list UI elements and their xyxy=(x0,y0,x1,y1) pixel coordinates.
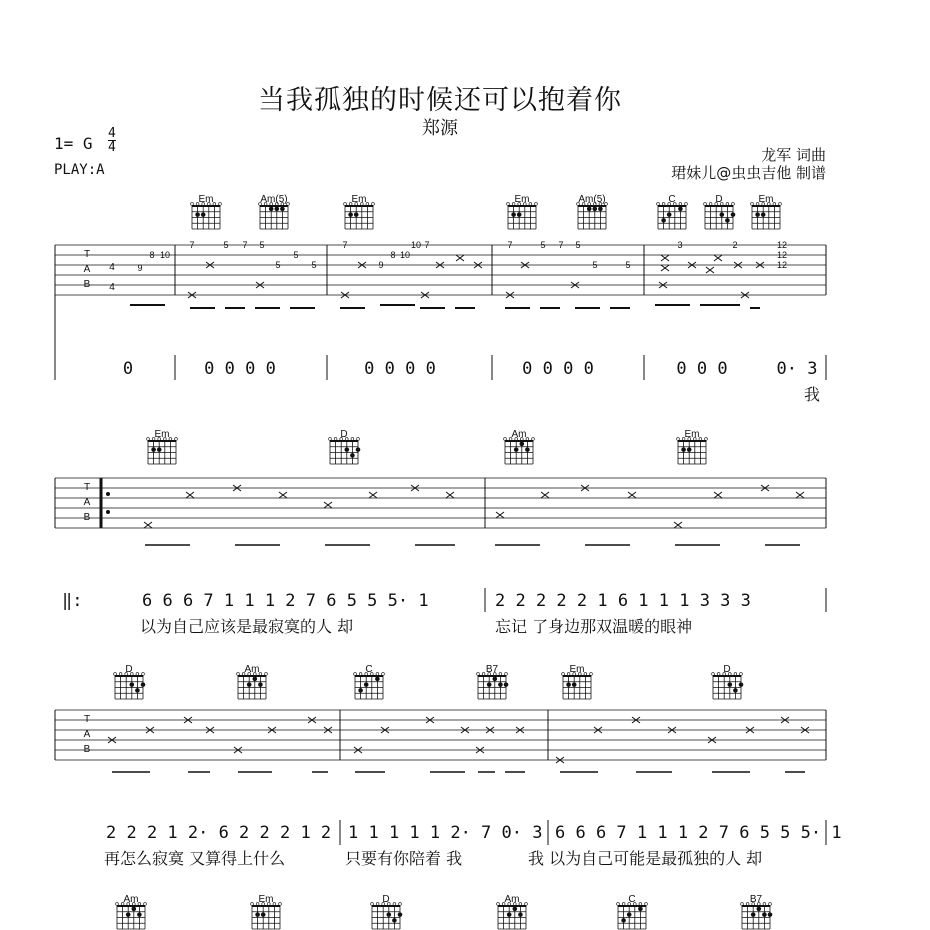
open-string-mark xyxy=(746,903,749,906)
open-string-mark xyxy=(726,203,729,206)
chord-diagram xyxy=(147,429,178,464)
open-string-mark xyxy=(142,673,145,676)
tab-x-note xyxy=(628,492,636,498)
tab-number: 9 xyxy=(378,260,384,270)
open-string-mark xyxy=(617,903,620,906)
open-string-mark xyxy=(372,203,375,206)
chord-name: Am(5) xyxy=(260,194,288,205)
chord-dot xyxy=(566,682,571,687)
open-string-mark xyxy=(351,438,354,441)
chord-dot xyxy=(493,677,498,682)
chord-diagram xyxy=(677,429,708,464)
chord-dot xyxy=(504,682,509,687)
open-string-mark xyxy=(705,438,708,441)
tab-letter: A xyxy=(83,497,91,508)
chord-name: B7 xyxy=(749,894,763,905)
chord-dot xyxy=(135,688,140,693)
tab-x-note xyxy=(456,255,464,261)
chord-name: D xyxy=(125,664,133,675)
credit-lyrics: 龙军 词曲 xyxy=(761,146,826,164)
chord-diagram xyxy=(344,194,375,229)
open-string-mark xyxy=(334,438,337,441)
jianpu-bar: 2 2 2 1 2· 6 2 2 2 1 2 xyxy=(106,823,332,843)
chord-diagram xyxy=(712,664,744,699)
chord-diagram xyxy=(497,894,528,929)
open-string-mark xyxy=(265,673,268,676)
key-signature: 1= G xyxy=(54,134,93,153)
repeat-dot xyxy=(106,492,110,496)
open-string-mark xyxy=(357,438,360,441)
chord-dot xyxy=(517,212,522,217)
open-string-mark xyxy=(393,903,396,906)
open-string-mark xyxy=(639,903,642,906)
chord-name: D xyxy=(715,194,723,205)
tab-x-note xyxy=(674,522,682,528)
chord-name: Am xyxy=(244,664,260,675)
chord-diagram xyxy=(741,894,773,929)
open-string-mark xyxy=(532,438,535,441)
chord-name: D xyxy=(382,894,390,905)
chord-dot xyxy=(358,688,363,693)
tab-x-note xyxy=(541,492,549,498)
open-string-mark xyxy=(237,673,240,676)
chord-dot xyxy=(392,918,397,923)
chord-dot xyxy=(593,207,598,212)
chord-dot xyxy=(757,907,762,912)
open-string-mark xyxy=(657,203,660,206)
time-sig-tab-bottom: 4 xyxy=(109,282,115,293)
tab-number: 7 xyxy=(342,240,348,250)
tab-staff xyxy=(55,478,826,528)
jianpu-group: 0 0 0 0 xyxy=(204,359,276,379)
open-string-mark xyxy=(704,203,707,206)
chord-dot xyxy=(498,682,503,687)
open-string-mark xyxy=(354,673,357,676)
tab-number: 5 xyxy=(540,240,546,250)
open-string-mark xyxy=(191,203,194,206)
chord-name: Em xyxy=(684,429,700,440)
chord-diagram xyxy=(114,664,146,699)
open-string-mark xyxy=(376,673,379,676)
chord-dot xyxy=(598,207,603,212)
chord-diagram xyxy=(477,664,509,699)
open-string-mark xyxy=(382,673,385,676)
open-string-mark xyxy=(504,438,507,441)
open-string-mark xyxy=(562,673,565,676)
open-string-mark xyxy=(505,673,508,676)
open-string-mark xyxy=(717,673,720,676)
tab-number: 7 xyxy=(189,240,195,250)
time-signature-bottom: 4 xyxy=(108,140,116,155)
chord-name: Em xyxy=(351,194,367,205)
chord-name: Em xyxy=(154,429,170,440)
open-string-mark xyxy=(751,203,754,206)
tab-number: 7 xyxy=(558,240,564,250)
open-string-mark xyxy=(175,438,178,441)
chord-dot xyxy=(130,682,135,687)
open-string-mark xyxy=(329,438,332,441)
chord-dot xyxy=(739,682,744,687)
chord-dot xyxy=(681,447,686,452)
tab-x-note xyxy=(496,512,504,518)
chord-dot xyxy=(687,447,692,452)
chord-dot xyxy=(755,212,760,217)
tab-number: 5 xyxy=(259,240,265,250)
open-string-mark xyxy=(769,903,772,906)
tab-number: 5 xyxy=(223,240,229,250)
open-string-mark xyxy=(709,203,712,206)
tab-x-note xyxy=(446,492,454,498)
chord-dot xyxy=(511,212,516,217)
open-string-mark xyxy=(477,673,480,676)
chord-dot xyxy=(572,682,577,687)
lyric-line: 忘记 了身边那双温暖的眼神 xyxy=(495,617,693,636)
tab-number: 2 xyxy=(732,240,738,250)
open-string-mark xyxy=(677,438,680,441)
open-string-mark xyxy=(371,903,374,906)
lyric-line: 以为自己应该是最寂寞的人 却 xyxy=(140,617,354,636)
open-string-mark xyxy=(685,203,688,206)
chord-name: Am xyxy=(123,894,139,905)
chord-diagram xyxy=(617,894,648,929)
chord-dot xyxy=(132,907,137,912)
chord-dot xyxy=(151,447,156,452)
chord-name: C xyxy=(628,894,636,905)
open-string-mark xyxy=(147,438,150,441)
open-string-mark xyxy=(679,203,682,206)
open-string-mark xyxy=(535,203,538,206)
chord-name: C xyxy=(668,194,676,205)
chord-dot xyxy=(587,207,592,212)
capo-play-key: PLAY:A xyxy=(54,162,105,178)
chord-dot xyxy=(621,918,626,923)
tab-number: 5 xyxy=(293,250,299,260)
chord-dot xyxy=(513,907,518,912)
chord-dot xyxy=(398,912,403,917)
chord-name: B7 xyxy=(485,664,499,675)
repeat-dot xyxy=(106,510,110,514)
chord-diagram xyxy=(507,194,538,229)
lyric-line: 再怎么寂寞 又算得上什么 xyxy=(104,849,286,868)
chord-name: Em xyxy=(258,894,274,905)
chord-dot xyxy=(280,207,285,212)
chord-name: Em xyxy=(758,194,774,205)
tab-x-note xyxy=(796,492,804,498)
repeat-start: ‖: xyxy=(62,591,83,611)
chord-diagram xyxy=(504,429,535,464)
lyric-line: 只要有你陪着 我 xyxy=(345,849,463,868)
open-string-mark xyxy=(779,203,782,206)
jianpu-bar: 2 2 2 2 2 1 6 1 1 1 3 3 3 xyxy=(495,591,751,611)
chord-dot xyxy=(725,218,730,223)
chord-diagram xyxy=(371,894,403,929)
tab-letter: A xyxy=(83,264,91,275)
chord-dot xyxy=(350,453,355,458)
open-string-mark xyxy=(590,673,593,676)
chord-dot xyxy=(661,218,666,223)
tab-number: 8 xyxy=(149,250,155,260)
chord-dot xyxy=(487,682,492,687)
chord-dot xyxy=(247,682,252,687)
open-string-mark xyxy=(525,903,528,906)
tab-number: 7 xyxy=(424,240,430,250)
tab-x-note xyxy=(661,255,669,261)
chord-diagram xyxy=(657,194,688,229)
chord-diagram xyxy=(191,194,222,229)
open-string-mark xyxy=(136,673,139,676)
chord-dot xyxy=(201,212,206,217)
tab-letter: B xyxy=(83,512,91,523)
open-string-mark xyxy=(219,203,222,206)
open-string-mark xyxy=(499,673,502,676)
chord-name: Em xyxy=(569,664,585,675)
chord-dot xyxy=(514,447,519,452)
open-string-mark xyxy=(712,673,715,676)
chord-dot xyxy=(667,212,672,217)
chord-dot xyxy=(678,207,683,212)
tab-number: 12 xyxy=(776,260,788,270)
chord-name: Em xyxy=(198,194,214,205)
chord-diagram xyxy=(577,194,608,229)
chord-dot xyxy=(627,912,632,917)
chord-diagram xyxy=(116,894,147,929)
chord-dot xyxy=(348,212,353,217)
chord-dot xyxy=(733,688,738,693)
jianpu-bar: 6 6 6 7 1 1 1 2 7 6 5 5 5· 1 xyxy=(555,823,842,843)
chord-dot xyxy=(728,682,733,687)
chord-name: C xyxy=(365,664,373,675)
tab-letter: A xyxy=(83,729,91,740)
credit-transcriber: 珺妹儿@虫虫吉他 制谱 xyxy=(671,164,826,182)
lyric-text: 我 xyxy=(803,385,821,404)
jianpu-group: 0 0 0 0 xyxy=(364,359,436,379)
tab-number: 10 xyxy=(399,250,411,260)
chord-dot xyxy=(141,682,146,687)
tab-x-note xyxy=(144,522,152,528)
tab-x-note xyxy=(279,492,287,498)
tab-number: 5 xyxy=(275,260,281,270)
tab-letter: T xyxy=(83,482,91,493)
open-string-mark xyxy=(645,903,648,906)
chord-dot xyxy=(157,447,162,452)
jianpu-group: 0 0 0 0 xyxy=(522,359,594,379)
open-string-mark xyxy=(144,903,147,906)
open-string-mark xyxy=(482,673,485,676)
chord-dot xyxy=(762,912,767,917)
chord-diagram xyxy=(259,194,290,229)
tab-number: 12 xyxy=(776,250,788,260)
tab-x-note xyxy=(714,255,722,261)
chord-diagram xyxy=(751,194,782,229)
chord-diagram xyxy=(237,664,268,699)
chord-name: D xyxy=(723,664,731,675)
open-string-mark xyxy=(740,673,743,676)
open-string-mark xyxy=(114,673,117,676)
chord-dot xyxy=(507,912,512,917)
tab-number: 7 xyxy=(507,240,513,250)
time-signature-top: 4 xyxy=(108,126,116,141)
chord-dot xyxy=(768,912,773,917)
chord-diagram xyxy=(562,664,593,699)
time-sig-tab-top: 4 xyxy=(109,262,115,273)
chord-dot xyxy=(261,912,266,917)
open-string-mark xyxy=(279,903,282,906)
tab-staff xyxy=(55,710,826,760)
chord-dot xyxy=(751,912,756,917)
jianpu-bar: 1 1 1 1 1 2· 7 0· 3 xyxy=(348,823,543,843)
chord-dot xyxy=(731,212,736,217)
chord-dot xyxy=(356,447,361,452)
chord-dot xyxy=(195,212,200,217)
open-string-mark xyxy=(119,673,122,676)
tab-number: 9 xyxy=(137,263,143,273)
open-string-mark xyxy=(662,203,665,206)
chord-dot xyxy=(275,207,280,212)
jianpu-group: 0· 3 xyxy=(776,359,818,379)
tab-x-note xyxy=(186,492,194,498)
chord-name: D xyxy=(340,429,348,440)
tab-number: 5 xyxy=(575,240,581,250)
jianpu-group: 0 0 0 xyxy=(676,359,728,379)
open-string-mark xyxy=(344,203,347,206)
open-string-mark xyxy=(763,903,766,906)
open-string-mark xyxy=(732,203,735,206)
jianpu-bar: 6 6 6 7 1 1 1 2 7 6 5 5 5· 1 xyxy=(142,591,429,611)
chord-dot xyxy=(520,442,525,447)
open-string-mark xyxy=(359,673,362,676)
open-string-mark xyxy=(741,903,744,906)
chord-dot xyxy=(720,212,725,217)
tab-x-note xyxy=(714,492,722,498)
chord-dot xyxy=(761,212,766,217)
chord-diagram xyxy=(329,429,361,464)
open-string-mark xyxy=(251,903,254,906)
chord-diagram xyxy=(251,894,282,929)
chord-dot xyxy=(255,912,260,917)
song-title: 当我孤独的时候还可以抱着你 xyxy=(258,85,622,116)
tab-number: 5 xyxy=(592,260,598,270)
chord-dot xyxy=(345,447,350,452)
tab-x-note xyxy=(369,492,377,498)
chord-dot xyxy=(375,677,380,682)
tab-number: 10 xyxy=(410,240,422,250)
tab-letter: B xyxy=(83,279,91,290)
chord-dot xyxy=(126,912,131,917)
chord-name: Am(5) xyxy=(578,194,606,205)
lyric-line: 我 以为自己可能是最孤独的人 却 xyxy=(528,849,763,868)
open-string-mark xyxy=(622,903,625,906)
open-string-mark xyxy=(399,903,402,906)
tab-x-note xyxy=(324,502,332,508)
chord-dot xyxy=(387,912,392,917)
chord-dot xyxy=(525,447,530,452)
chord-name: Em xyxy=(514,194,530,205)
chord-dot xyxy=(137,912,142,917)
open-string-mark xyxy=(376,903,379,906)
tab-letter: B xyxy=(83,744,91,755)
artist-name: 郑源 xyxy=(422,118,458,139)
open-string-mark xyxy=(507,203,510,206)
tab-letter: T xyxy=(83,249,91,260)
chord-dot xyxy=(354,212,359,217)
chord-name: Am xyxy=(511,429,527,440)
tab-number: 7 xyxy=(242,240,248,250)
chord-dot xyxy=(638,907,643,912)
chord-name: Am xyxy=(504,894,520,905)
chord-dot xyxy=(258,682,263,687)
tab-number: 8 xyxy=(390,250,396,260)
open-string-mark xyxy=(116,903,119,906)
tab-number: 5 xyxy=(311,260,317,270)
tab-number: 3 xyxy=(677,240,683,250)
chord-dot xyxy=(253,677,258,682)
tab-x-note xyxy=(661,265,669,271)
chord-diagram xyxy=(704,194,736,229)
chord-diagram xyxy=(354,664,385,699)
chord-dot xyxy=(518,912,523,917)
chord-dot xyxy=(269,207,274,212)
tab-letter: T xyxy=(83,714,91,725)
tab-number: 10 xyxy=(159,250,171,260)
chord-dot xyxy=(364,682,369,687)
jianpu-group: 0 xyxy=(122,359,134,379)
open-string-mark xyxy=(497,903,500,906)
tab-number: 12 xyxy=(776,240,788,250)
tab-x-note xyxy=(706,267,714,273)
tab-number: 5 xyxy=(625,260,631,270)
open-string-mark xyxy=(734,673,737,676)
